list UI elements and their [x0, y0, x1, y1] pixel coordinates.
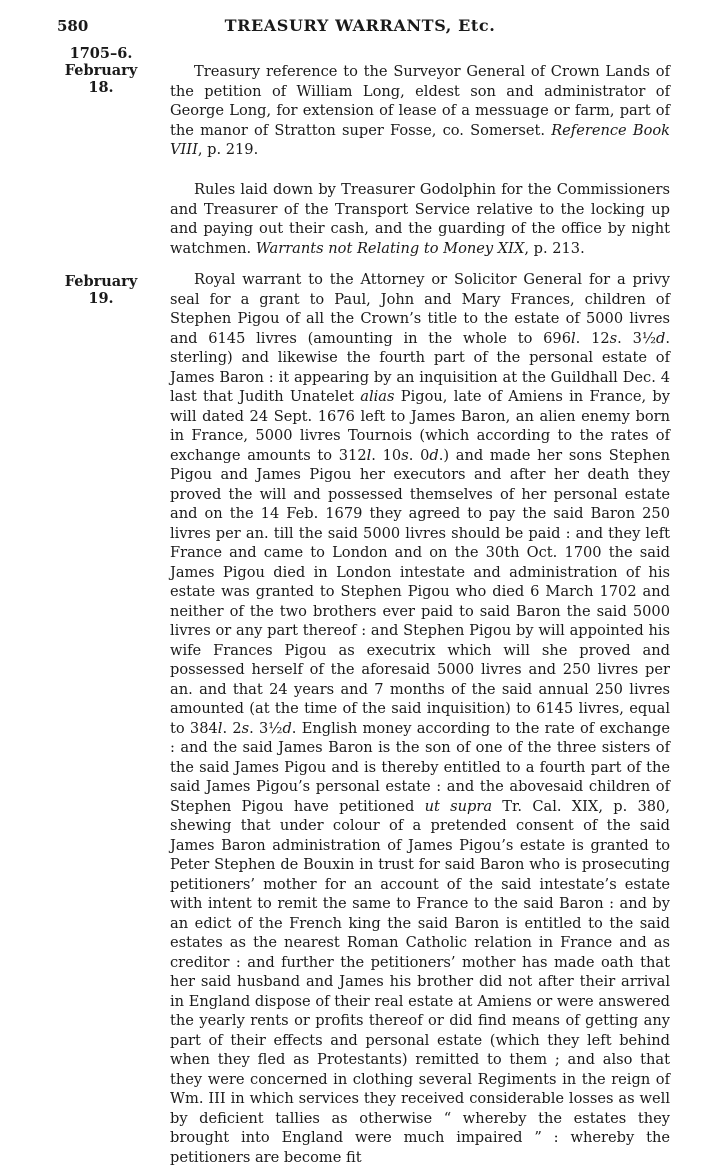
page-header — [0, 14, 720, 38]
italic-text-run: alias — [360, 388, 395, 405]
text-run: , p. 213. — [524, 239, 585, 257]
margin-date-february-18 — [56, 45, 146, 96]
page-number: 580 — [57, 17, 89, 35]
text-run: . 3½ — [249, 719, 283, 737]
text-run: Pigou, late of Amiens in France, by will dated 24 Sept. 1676 left to James Baron, an alien enemy born in France, 5000 livres Tournois (which according to the rates of exchange amounts to 312 — [170, 388, 670, 464]
text-run: . 3½ — [617, 329, 656, 347]
entry-royal-warrant-pigou — [170, 270, 670, 1167]
text-run: . 12 — [575, 329, 610, 347]
text-run: . English money according to the rate of exchange : and the said James Baron is the son of one of the three sisters of the said James Pigou and is thereby entitled to a fourth part of the said James Pigou’s personal estate : and the abovesaid children of Stephen Pigou have petitioned — [170, 719, 670, 815]
text-run: Tr. Cal. XIX, p. 380, shewing that under colour of a pretended consent of the said James Baron administration of James Pigou’s estate is granted to Peter Stephen de Bouxin in trust for said Baron who is prosecuting petitioners’ mother for an account of the said intestate’s estate with intent to remit the same to France to the said Baron : and by an edict of the French king the said Baron is entitled to the said estates as the nearest Roman Catholic relation in France and as creditor : and further the petitioners’ mother has made oath that her said husband and James his brother did not after their arrival in England dispose of their real estate at Amiens or were answered the yearly rents or profits thereof or did find means of getting any part of their effects and personal estate (which they left behind when they fled as Protestants) remitted to them ; and also that they were concerned in clothing several Regiments in the reign of Wm. III in which services they received considerable losses as well by deficient tallies as otherwise “ whereby the estates they brought into England were much impaired ” : whereby the petitioners are become fit — [170, 797, 670, 1166]
margin-date-february-19 — [56, 273, 146, 307]
italic-text-run: s — [241, 719, 250, 737]
running-title: TREASURY WARRANTS, Etc. — [224, 16, 496, 35]
text-run: . 10 — [371, 446, 402, 464]
italic-text-run: l — [366, 446, 372, 464]
margin-date-day: 18. — [88, 79, 114, 96]
margin-date-month: February — [64, 273, 138, 290]
text-run: Rules laid down by Treasurer Godolphin for the Commissioners and Treasurer of the Transport Service relative to the locking up and paying out their cash, and the guarding of the office by night watchmen. — [170, 181, 670, 257]
italic-text-run: d — [429, 446, 439, 464]
text-run: Royal warrant to the Attorney or Solicitor General for a privy seal for a grant to Paul, John and Mary Frances, children of Stephen Pigou of all the Crown’s title to the estate of 5000 livres and 6145 livres (amounting in the whole to 696 — [170, 271, 670, 347]
italic-text-run: s — [609, 329, 618, 347]
entry-treasury-reference — [170, 62, 670, 160]
italic-text-run: ut supra — [424, 797, 493, 815]
italic-text-run: d — [282, 719, 292, 737]
italic-text-run: Warrants not Relating to Money XIX — [255, 239, 525, 257]
italic-text-run: Reference Book VIII — [170, 121, 671, 158]
margin-date-day: 19. — [88, 290, 114, 307]
text-run: . 0 — [408, 446, 430, 464]
text-run: . sterling) and likewise the fourth part of the personal estate of James Baron : it appearing by an inquisition at the Guildhall Dec. 4 last that Judith Unatelet — [170, 329, 670, 405]
text-run: Treasury reference to the Surveyor General of Crown Lands of the petition of William Long, eldest son and administrator of George Long, for extension of lease of a messuage or farm, part of the manor of Stratton super Fosse, co. Somerset. — [170, 63, 670, 139]
italic-text-run: s — [401, 446, 409, 464]
text-run: , p. 219. — [197, 141, 259, 158]
text-run: . 2 — [222, 719, 242, 737]
italic-text-run: l — [217, 719, 223, 737]
margin-date-year: 1705–6. — [69, 45, 133, 62]
italic-text-run: l — [571, 329, 576, 347]
margin-date-month: February — [64, 62, 138, 79]
text-run: .) and made her sons Stephen Pigou and James Pigou her executors and after her death they proved the will and possessed themselves of her personal estate and on the 14 Feb. 1679 they agreed to pay the said Baron 250 livres per an. till the said 5000 livres should be paid : and they left France and came to London and on the 30th Oct. 1700 the said James Pigou died in London intestate and administration of his estate was granted to Stephen Pigou who died 6 March 1702 and neither of the two brothers ever paid to said Baron the said 5000 livres or any part thereof : and Stephen Pigou by will appointed his wife Frances Pigou as executrix which will she proved and possessed herself of the aforesaid 5000 livres and 250 livres per an. and that 24 years and 7 months of the said annual 250 livres amounted (at the time of the said inquisition) to 6145 livres, equal to 384 — [170, 446, 670, 737]
italic-text-run: d — [656, 329, 666, 347]
entry-rules-godolphin — [170, 180, 670, 258]
